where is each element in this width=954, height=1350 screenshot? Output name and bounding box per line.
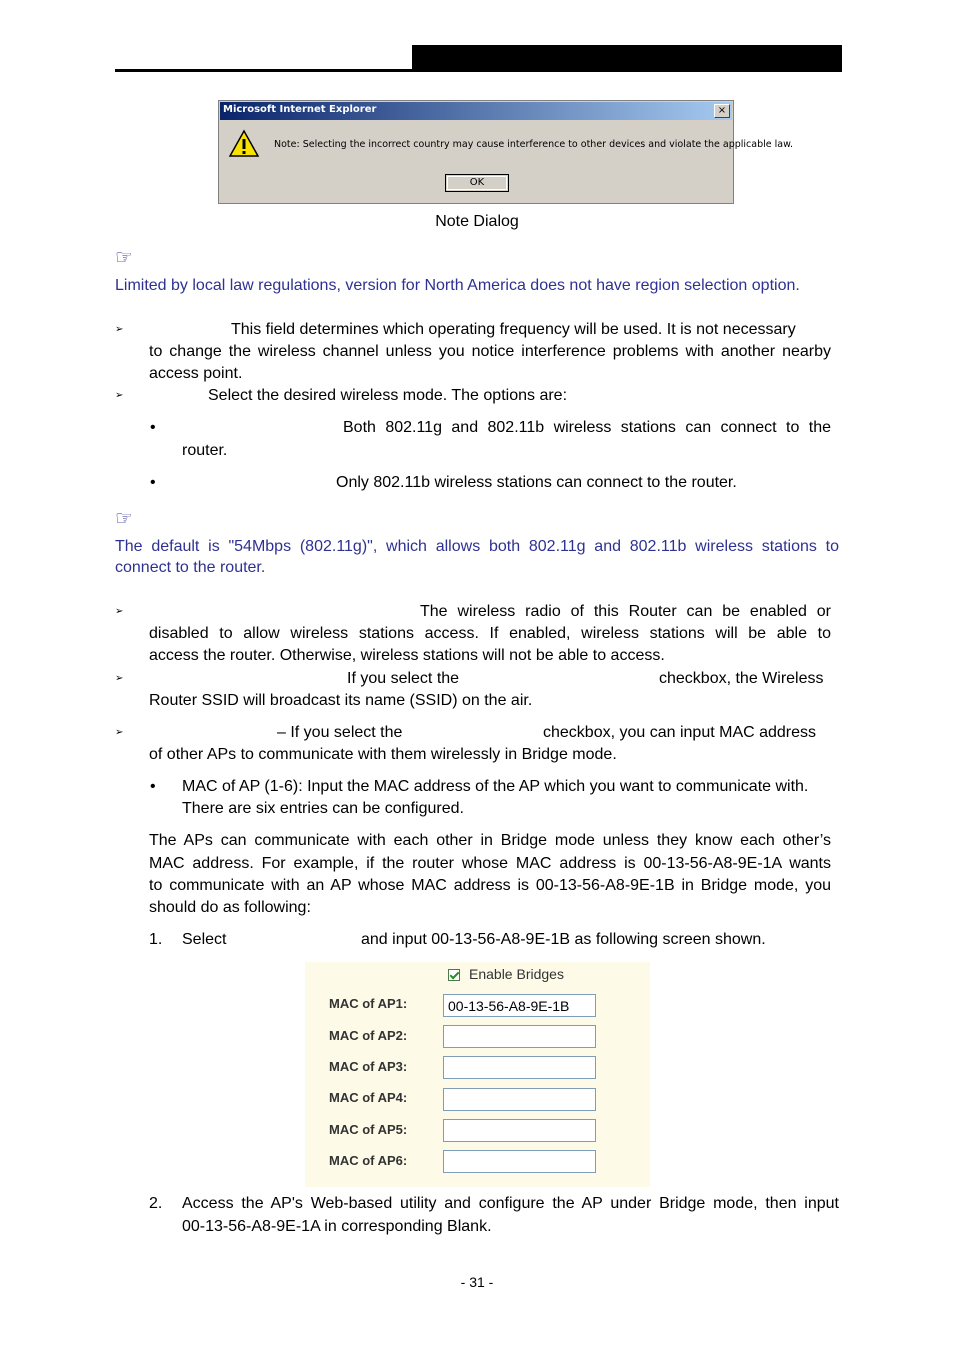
step-1-number: 1.	[149, 931, 163, 948]
step-1-text-a: Select	[182, 931, 227, 948]
mac-ap3-label: MAC of AP3:	[329, 1059, 408, 1074]
bridge-para-4: should do as following:	[149, 899, 311, 916]
header-rule	[115, 69, 842, 72]
bullet-dot: •	[150, 419, 156, 436]
dialog-close-button[interactable]: ×	[714, 104, 730, 118]
note-default-2: connect to the router.	[115, 559, 266, 576]
bridge-para-1: The APs can communicate with each other in Bridge mode unless they know each other’s	[149, 832, 831, 849]
note-text: Limited by local law regulations, version for North America does not have region selection option.	[115, 277, 800, 294]
bullet-dot: •	[150, 778, 156, 795]
ssid-desc-2: Router SSID will broadcast its name (SSID) on the air.	[149, 692, 533, 709]
ssid-desc-a: If you select the	[347, 670, 460, 687]
dialog-titlebar	[220, 102, 732, 120]
radio-desc-1: The wireless radio of this Router can be enabled or	[420, 603, 831, 620]
mac-ap5-input[interactable]	[443, 1119, 596, 1142]
bridge-para-3: to communicate with an AP whose MAC address is 00-13-56-A8-9E-1B in Bridge mode, you	[149, 877, 831, 894]
arrow-bullet-icon: ➢	[115, 673, 124, 684]
mac-ap4-label: MAC of AP4:	[329, 1090, 408, 1105]
mac-ap1-input[interactable]	[443, 994, 596, 1017]
mac-ap6-input[interactable]	[443, 1150, 596, 1173]
bullet-dot: •	[150, 474, 156, 491]
radio-desc-3: access the router. Otherwise, wireless stations will not be able to access.	[149, 647, 665, 664]
arrow-bullet-icon: ➢	[115, 324, 124, 335]
channel-desc-2: to change the wireless channel unless you notice interference problems with another nearby	[149, 343, 831, 360]
mode-option-2: Only 802.11b wireless stations can connect to the router.	[336, 474, 737, 491]
enable-bridges-label: Enable Bridges	[469, 966, 564, 982]
warning-icon	[229, 129, 259, 159]
mode-option-1: Both 802.11g and 802.11b wireless stations can connect to the	[343, 419, 831, 436]
bridges-panel	[305, 962, 650, 1187]
mac-ap4-input[interactable]	[443, 1088, 596, 1111]
ssid-desc-b: checkbox, the Wireless	[659, 670, 824, 687]
channel-desc-3: access point.	[149, 365, 243, 382]
arrow-bullet-icon: ➢	[115, 606, 124, 617]
channel-desc-1: This field determines which operating frequency will be used. It is not necessary	[231, 321, 796, 338]
header-bar	[412, 45, 842, 72]
radio-desc-2: disabled to allow wireless stations access. If enabled, wireless stations will be able to	[149, 625, 831, 642]
page-number: - 31 -	[460, 1274, 494, 1290]
dialog-caption: Note Dialog	[435, 213, 519, 230]
bridge-desc-2: of other APs to communicate with them wirelessly in Bridge mode.	[149, 746, 617, 763]
note-hand-icon: ☞	[115, 508, 133, 530]
mac-desc-1: MAC of AP (1-6): Input the MAC address of the AP which you want to communicate with.	[182, 778, 809, 795]
mac-ap3-input[interactable]	[443, 1056, 596, 1079]
bridge-desc-b: checkbox, you can input MAC address	[543, 724, 817, 741]
mac-ap6-label: MAC of AP6:	[329, 1153, 408, 1168]
arrow-bullet-icon: ➢	[115, 727, 124, 738]
step-1-text-b: and input 00-13-56-A8-9E-1B as following screen shown.	[361, 931, 766, 948]
mac-desc-2: There are six entries can be configured.	[182, 800, 464, 817]
arrow-bullet-icon: ➢	[115, 390, 124, 401]
note-hand-icon: ☞	[115, 247, 133, 269]
mac-ap1-label: MAC of AP1:	[329, 996, 408, 1011]
mode-intro: Select the desired wireless mode. The options are:	[208, 387, 568, 404]
dialog-title: Microsoft Internet Explorer	[223, 104, 377, 115]
step-2-number: 2.	[149, 1195, 163, 1212]
mac-ap2-label: MAC of AP2:	[329, 1028, 408, 1043]
dialog-message: Note: Selecting the incorrect country may cause interference to other devices and violate the applicable law.	[274, 139, 794, 150]
note-dialog	[218, 100, 794, 204]
bridge-para-2: MAC address. For example, if the router whose MAC address is 00-13-56-A8-9E-1A wants	[149, 855, 831, 872]
mac-ap2-input[interactable]	[443, 1025, 596, 1048]
step-2-text-1: Access the AP's Web-based utility and configure the AP under Bridge mode, then input	[182, 1195, 839, 1212]
dialog-ok-button[interactable]: OK	[445, 174, 509, 192]
mac-ap5-label: MAC of AP5:	[329, 1122, 408, 1137]
step-2-text-2: 00-13-56-A8-9E-1A in corresponding Blank.	[182, 1218, 492, 1235]
mode-option-1-cont: router.	[182, 442, 228, 459]
bridge-desc-a: – If you select the	[277, 724, 403, 741]
note-default-1: The default is "54Mbps (802.11g)", which allows both 802.11g and 802.11b wireless stations to	[115, 538, 839, 555]
enable-bridges-checkbox[interactable]	[448, 969, 460, 981]
